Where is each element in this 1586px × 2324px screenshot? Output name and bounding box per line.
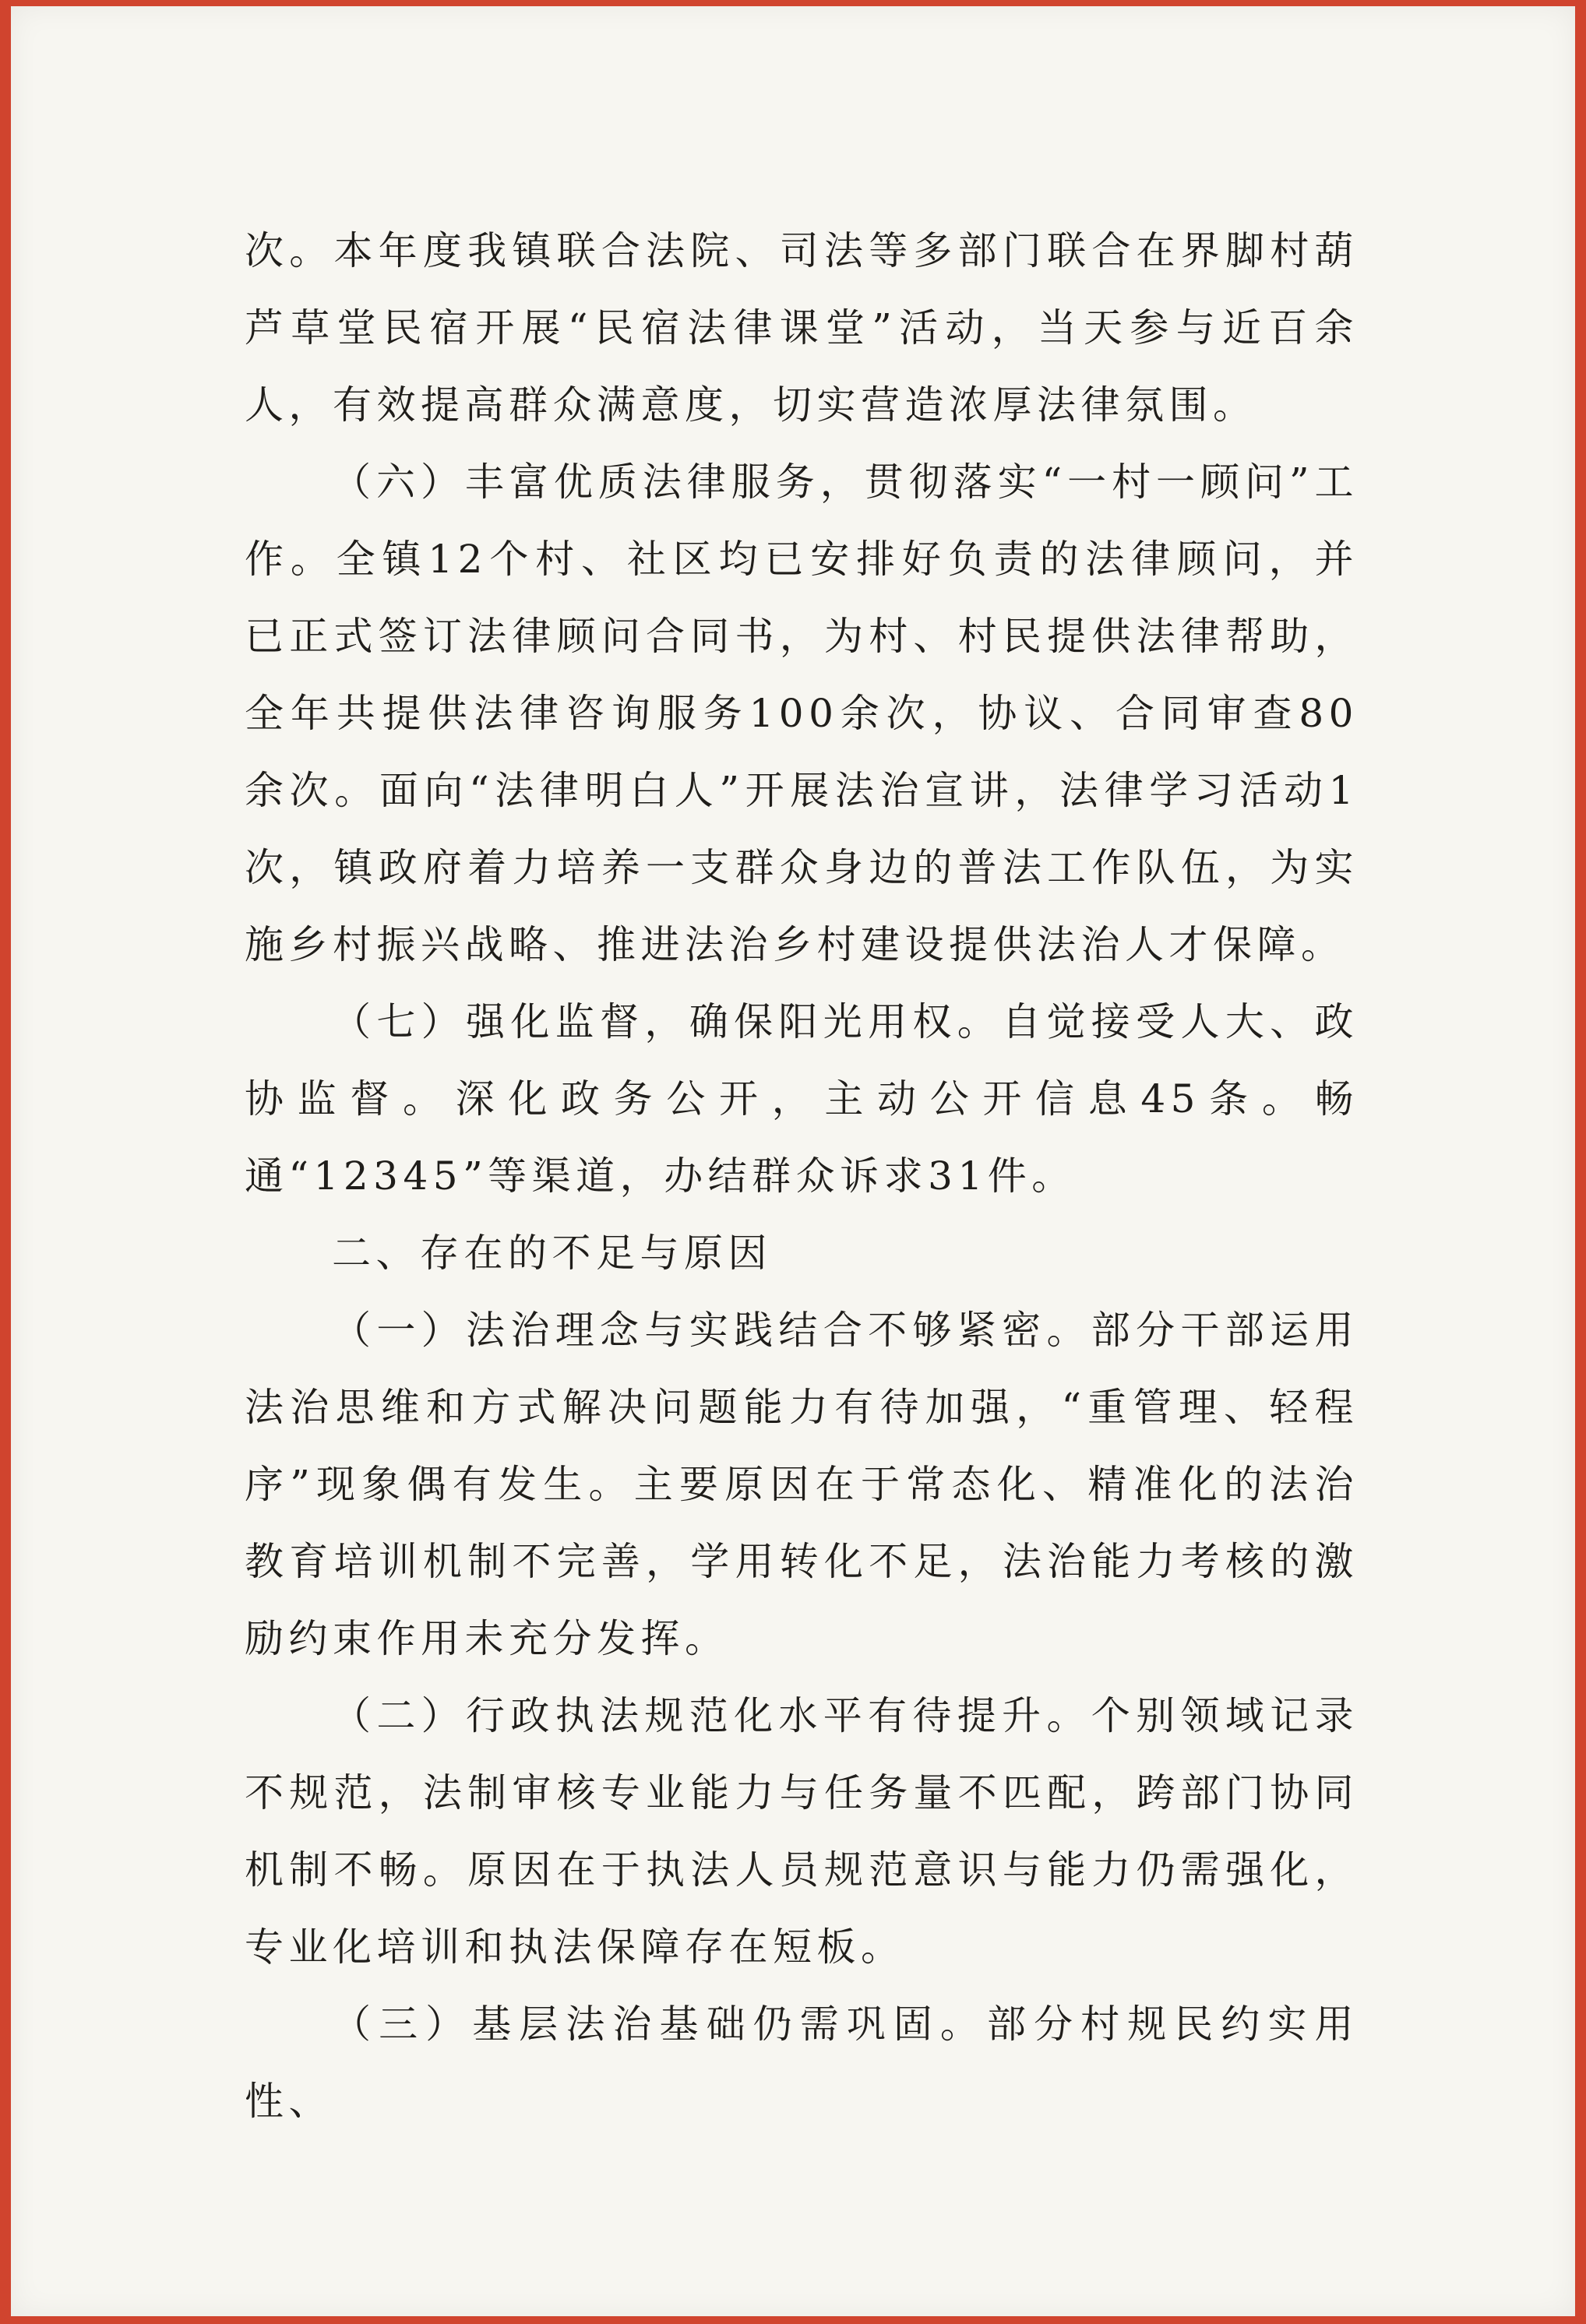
paragraph-shortcoming-2: （二）行政执法规范化水平有待提升。个别领域记录不规范，法制审核专业能力与任务量不匹配，跨部门协同机制不畅。原因在于执法人员规范意识与能力仍需强化，专业化培训和执法保障存在短板。 <box>245 1693 1359 1970</box>
document-page <box>11 6 1575 2316</box>
paragraph-legal-services: （六）丰富优质法律服务，贯彻落实“一村一顾问”工作。全镇12个村、社区均已安排好负责的法律顾问，并已正式签订法律顾问合同书，为村、村民提供法律帮助，全年共提供法律咨询服务100余次，协议、合同审查80余次。面向“法律明白人”开展法治宣讲，法律学习活动1次，镇政府着力培养一支群众身边的普法工作队伍，为实施乡村振兴战略、推进法治乡村建设提供法治人才保障。 <box>245 460 1359 967</box>
paragraph-shortcoming-3: （三）基层法治基础仍需巩固。部分村规民约实用性、 <box>245 2002 1359 2124</box>
paragraph-supervision: （七）强化监督，确保阳光用权。自觉接受人大、政协监督。深化政务公开，主动公开信息45条。畅通“12345”等渠道，办结群众诉求31件。 <box>245 999 1359 1199</box>
paragraph-shortcoming-1: （一）法治理念与实践结合不够紧密。部分干部运用法治思维和方式解决问题能力有待加强，“重管理、轻程序”现象偶有发生。主要原因在于常态化、精准化的法治教育培训机制不完善，学用转化不足，法治能力考核的激励约束作用未充分发挥。 <box>245 1308 1359 1661</box>
paragraph-continuation: 次。本年度我镇联合法院、司法等多部门联合在界脚村葫芦草堂民宿开展“民宿法律课堂”活动，当天参与近百余人，有效提高群众满意度，切实营造浓厚法律氛围。 <box>245 228 1359 428</box>
document-body <box>245 213 1359 2140</box>
section-heading: 二、存在的不足与原因 <box>332 1231 772 1276</box>
